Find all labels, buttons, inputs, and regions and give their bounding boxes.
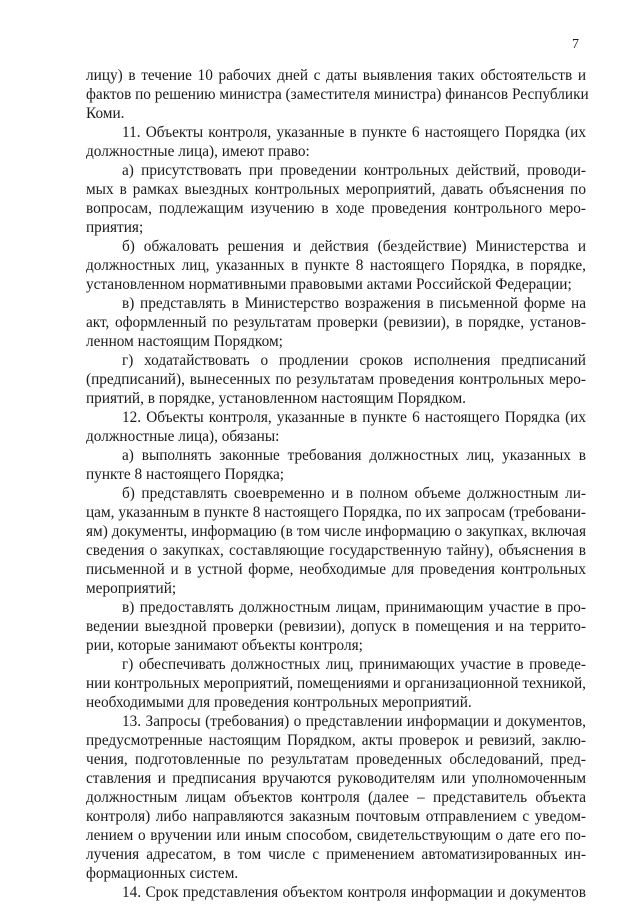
text-line: б) обжаловать решения и действия (бездействие) Министерства и	[122, 238, 586, 255]
text-line: мероприятий;	[86, 580, 177, 597]
text-line: ведении выездной проверки (ревизии), допуск в помещения и на террито-	[86, 618, 586, 635]
text-line: приятий, в порядке, установленном настоящим Порядком.	[86, 390, 467, 407]
text-line: установленном нормативными правовыми актами Российской Федерации;	[86, 276, 572, 293]
text-line: пункте 8 настоящего Порядка;	[86, 466, 285, 483]
text-line: акт, оформленный по результатам проверки (ревизии), в порядке, установ-	[86, 314, 586, 331]
text-line: 11. Объекты контроля, указанные в пункте 6 настоящего Порядка (их	[122, 124, 586, 141]
document-body	[86, 66, 589, 902]
text-line: лением о вручении или иным способом, свидетельствующим о дате его по-	[86, 827, 586, 844]
text-line: а) выполнять законные требования должностных лиц, указанных в	[122, 447, 586, 464]
text-line: приятия;	[86, 219, 144, 236]
text-line: чения, подготовленные по результатам проведенных обследований, пред-	[86, 751, 586, 768]
text-line: Коми.	[86, 105, 125, 122]
text-line: нии контрольных мероприятий, помещениями и организационной техникой,	[86, 675, 586, 692]
page-number: 7	[572, 37, 579, 52]
text-line: фактов по решению министра (заместителя министра) финансов Республики	[86, 86, 589, 103]
text-line: рии, которые занимают объекты контроля;	[86, 637, 363, 654]
text-line: ленном настоящим Порядком;	[86, 333, 283, 350]
text-line: сведения о закупках, составляющие государственную тайну), объяснения в	[86, 542, 586, 559]
text-line: б) представлять своевременно и в полном объеме должностным ли-	[122, 485, 586, 502]
text-line: ставления и предписания вручаются руководителям или уполномоченным	[86, 770, 586, 787]
text-line: лучения адресатом, в том числе с применением автоматизированных ин-	[86, 846, 586, 863]
text-line: 13. Запросы (требования) о представлении информации и документов,	[122, 713, 586, 730]
text-line: 14. Срок представления объектом контроля информации и документов	[122, 884, 586, 901]
text-line: должностные лица), обязаны:	[86, 428, 280, 445]
text-line: 12. Объекты контроля, указанные в пункте 6 настоящего Порядка (их	[122, 409, 586, 426]
text-line: контроля) либо направляются заказным почтовым отправлением с уведом-	[86, 808, 586, 825]
text-line: в) представлять в Министерство возражения в письменной форме на	[122, 295, 586, 312]
text-line: ям) документы, информацию (в том числе информацию о закупках, включая	[86, 523, 586, 540]
text-line: г) ходатайствовать о продлении сроков исполнения предписаний	[122, 352, 586, 369]
text-line: должностным лицам объектов контроля (далее – представитель объекта	[86, 789, 586, 806]
text-line: формационных систем.	[86, 865, 239, 882]
text-line: письменной и в устной форме, необходимые для проведения контрольных	[86, 561, 586, 578]
text-line: должностных лиц, указанных в пункте 8 настоящего Порядка, в порядке,	[86, 257, 586, 274]
text-line: вопросам, подлежащим изучению в ходе проведения контрольного меро-	[86, 200, 586, 217]
text-line: а) присутствовать при проведении контрольных действий, проводи-	[122, 162, 586, 179]
text-line: должностные лица), имеют право:	[86, 143, 310, 160]
text-line: цам, указанным в пункте 8 настоящего Порядка, по их запросам (требовани-	[86, 504, 586, 521]
text-line: в) предоставлять должностным лицам, принимающим участие в про-	[122, 599, 586, 616]
text-line: мых в рамках выездных контрольных мероприятий, давать объяснения по	[86, 181, 586, 198]
text-line: лицу) в течение 10 рабочих дней с даты выявления таких обстоятельств и	[86, 67, 586, 84]
text-line: (предписаний), вынесенных по результатам проведения контрольных меро-	[86, 371, 586, 388]
text-line: г) обеспечивать должностных лиц, принимающих участие в проведе-	[122, 656, 586, 673]
text-line: необходимыми для проведения контрольных мероприятий.	[86, 694, 472, 711]
text-line: предусмотренные настоящим Порядком, акты проверок и ревизий, заклю-	[86, 732, 586, 749]
